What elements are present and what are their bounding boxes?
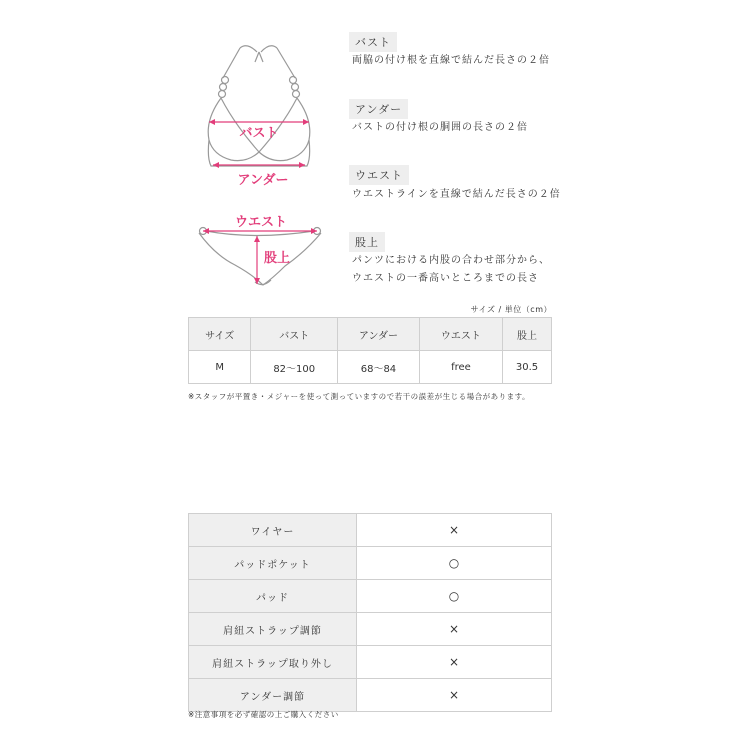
size-table-header-cell: ウエスト (419, 318, 502, 351)
size-table-header-cell: アンダー (338, 318, 420, 351)
under-arrow-right-head (299, 162, 305, 168)
swimsuit-measurement-illustration (185, 30, 335, 295)
size-table-header-row (189, 318, 552, 351)
size-table-cell: 68〜84 (338, 351, 420, 384)
feature-value: ○ (357, 580, 552, 613)
under-arrow-left-head (213, 162, 219, 168)
size-table-cell: M (189, 351, 251, 384)
feature-value: ○ (357, 547, 552, 580)
feature-row (189, 514, 552, 547)
definition-title-waist: ウエスト (349, 165, 409, 185)
size-table-header-cell: 股上 (503, 318, 552, 351)
definition-title-rise: 股上 (349, 232, 385, 252)
definition-title-under: アンダー (349, 99, 408, 119)
feature-row (189, 646, 552, 679)
feature-value: × (357, 679, 552, 712)
feature-label: パッドポケット (189, 547, 357, 580)
size-table (188, 317, 552, 384)
definition-text-bust: 両脇の付け根を直線で結んだ長さの２倍 (352, 55, 550, 66)
size-table-cell: free (419, 351, 502, 384)
bikini-top-drawing (208, 46, 310, 166)
rise-label: 股上 (263, 251, 291, 266)
size-unit-caption: サイズ / 単位（cm） (470, 305, 552, 314)
feature-row (189, 580, 552, 613)
definition-text-rise-line1: パンツにおける内股の合わせ部分から、 (352, 255, 550, 266)
bikini-bottom-drawing (199, 228, 321, 286)
size-note: ※スタッフが平置き・メジャーを使って測っていますので若干の誤差が生じる場合があります。 (188, 392, 531, 401)
feature-label: アンダー調節 (189, 679, 357, 712)
rise-arrow-top-head (254, 236, 260, 242)
feature-table (188, 513, 552, 712)
feature-note: ※注意事項を必ず確認の上ご購入ください (188, 710, 339, 719)
feature-label: ワイヤー (189, 514, 357, 547)
feature-label: 肩紐ストラップ取り外し (189, 646, 357, 679)
size-table-row (189, 351, 552, 384)
definition-title-bust: バスト (349, 32, 397, 52)
feature-row (189, 613, 552, 646)
waist-label: ウエスト (234, 215, 288, 230)
definition-text-waist: ウエストラインを直線で結んだ長さの２倍 (352, 189, 561, 200)
size-table-header-cell: バスト (251, 318, 338, 351)
size-table-header-cell: サイズ (189, 318, 251, 351)
feature-value: × (357, 646, 552, 679)
feature-label: パッド (189, 580, 357, 613)
feature-label: 肩紐ストラップ調節 (189, 613, 357, 646)
feature-value: × (357, 514, 552, 547)
feature-row (189, 547, 552, 580)
definition-text-rise-line2: ウエストの一番高いところまでの長さ (352, 273, 539, 284)
size-table-cell: 82〜100 (251, 351, 338, 384)
under-label: アンダー (237, 173, 289, 188)
feature-row (189, 679, 552, 712)
feature-value: × (357, 613, 552, 646)
definition-text-under: バストの付け根の胴囲の長さの２倍 (352, 122, 528, 133)
bust-label: バスト (239, 126, 279, 141)
size-table-cell: 30.5 (503, 351, 552, 384)
